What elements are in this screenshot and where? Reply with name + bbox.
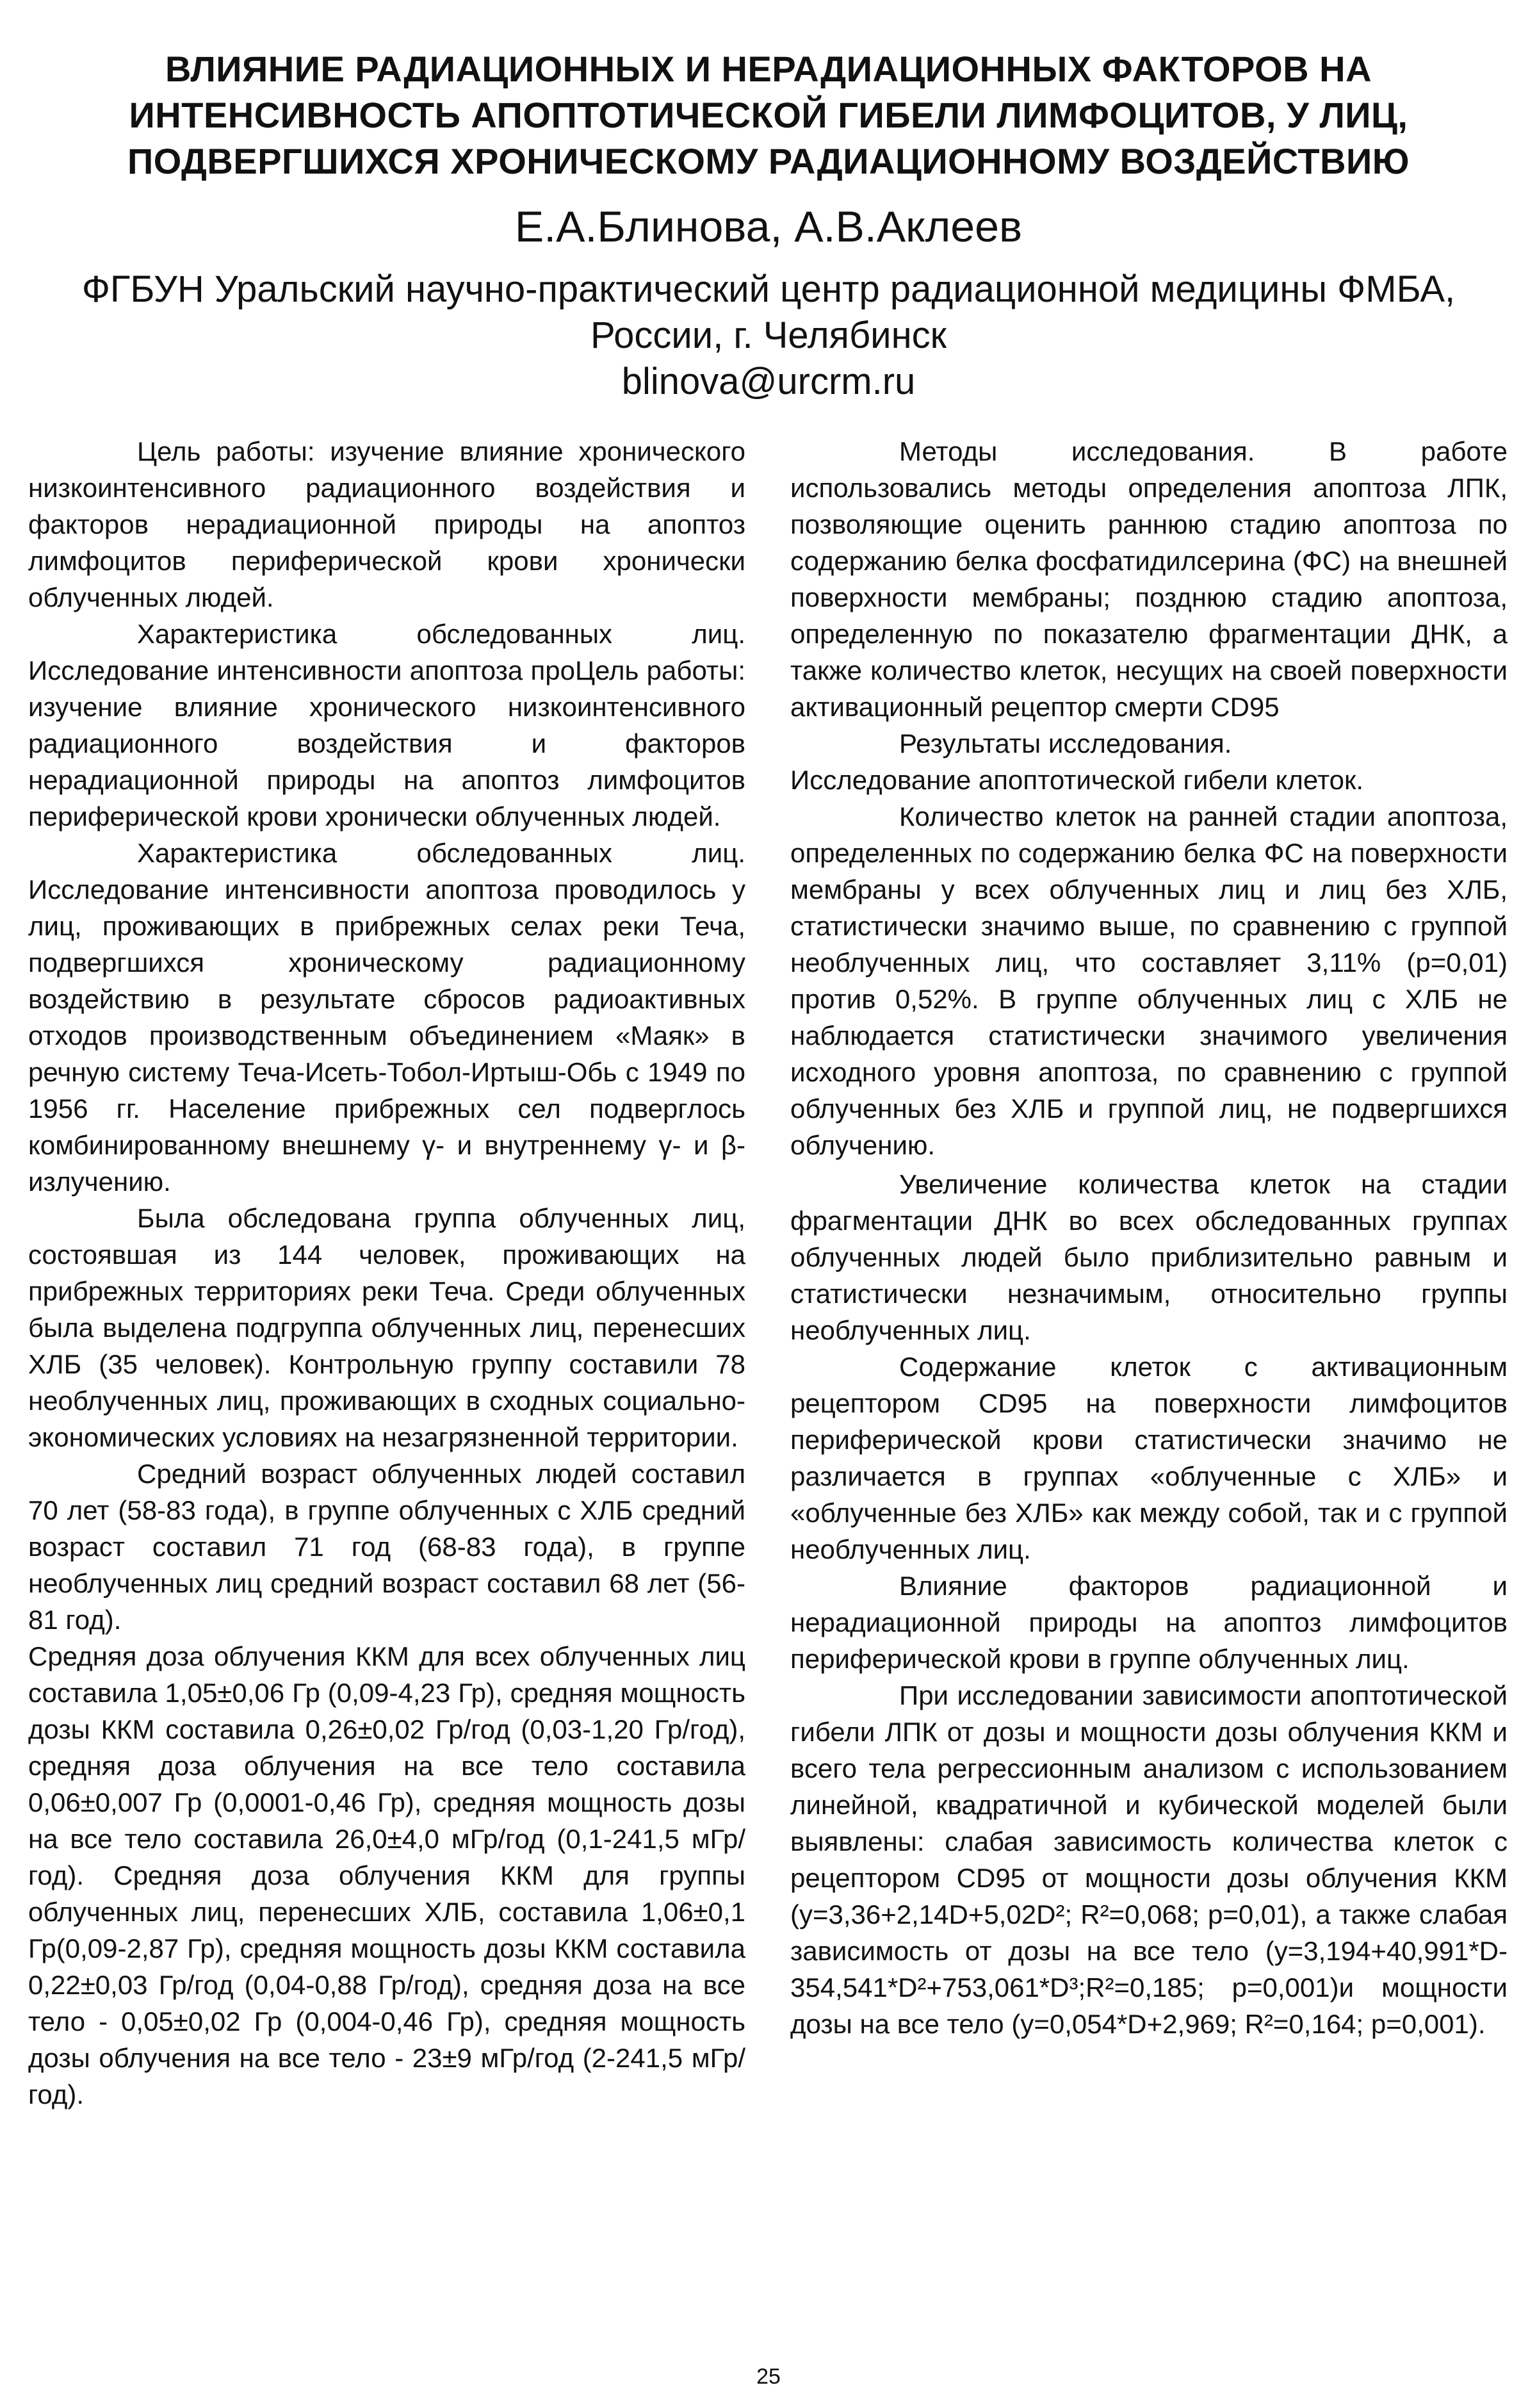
paragraph-dna-fragmentation: Увеличение количества клеток на стадии фрагментации ДНК во всех обследованных группах облученных людей было приблизительно равным и статистически незначимым, относительно группы необлученных лиц. bbox=[790, 1169, 1508, 1345]
affiliation bbox=[77, 266, 1460, 405]
affiliation-line-1: ФГБУН Уральский научно-практический центр радиационной медицины ФМБА, bbox=[81, 268, 1456, 310]
heading-results: Результаты исследования. bbox=[899, 728, 1232, 758]
paragraph-group: Была обследована группа облученных лиц, состоявшая из 144 человек, проживающих на прибрежных территориях реки Теча. Среди облученных была выделена подгруппа облученных лиц, перенесших ХЛБ (35 человек). Контрольную группу составили 78 необлученных лиц, проживающих в сходных социально-экономических условиях на незагрязненной территории. bbox=[28, 1203, 745, 1452]
paper-title bbox=[77, 46, 1460, 184]
email: blinova@urcrm.ru bbox=[621, 361, 916, 402]
paragraph-cd95: Содержание клеток с активационным рецептором CD95 на поверхности лимфоцитов периферической крови статистически значимо не различается в группах «облученные с ХЛБ» и «облученные без ХЛБ» как между собой, так и с группой необлученных лиц. bbox=[790, 1352, 1508, 1564]
authors: Е.А.Блинова, А.В.Аклеев bbox=[514, 202, 1023, 251]
paragraph-characteristics-dup: Характеристика обследованных лиц. Исследование интенсивности апоптоза проЦель работы: изучение влияние хронического низкоинтенсивного радиационного воздействия и факторов нерадиационной природы на апоптоз лимфоцитов периферической крови хронически облученных людей. bbox=[28, 619, 745, 831]
paragraph-age: Средний возраст облученных людей составил 70 лет (58-83 года), в группе облученных с ХЛБ средний возраст составил 71 год (68-83 года), в группе необлученных лиц средний возраст составил 68 лет (56-81 год). bbox=[28, 1459, 745, 1635]
paragraph-aim: Цель работы: изучение влияние хронического низкоинтенсивного радиационного воздействия и факторов нерадиационной природы на апоптоз лимфоцитов периферической крови хронически облученных людей. bbox=[28, 436, 745, 612]
heading-apoptosis-study: Исследование апоптотической гибели клеток. bbox=[790, 765, 1364, 795]
title-line-2: ИНТЕНСИВНОСТЬ АПОПТОТИЧЕСКОЙ ГИБЕЛИ ЛИМФОЦИТОВ, У ЛИЦ, bbox=[129, 95, 1408, 135]
heading-factors: Влияние факторов радиационной и нерадиационной природы на апоптоз лимфоцитов периферической крови в группе облученных лиц. bbox=[790, 1571, 1508, 1674]
title-line-3: ПОДВЕРГШИХСЯ ХРОНИЧЕСКОМУ РАДИАЦИОННОМУ ВОЗДЕЙСТВИЮ bbox=[127, 141, 1410, 181]
paragraph-methods: Методы исследования. В работе использовались методы определения апоптоза ЛПК, позволяющие оценить раннюю стадию апоптоза по содержанию белка фосфатидилсерина (ФС) на внешней поверхности мембраны; позднюю стадию апоптоза, определенную по показателю фрагментации ДНК, а также количество клеток, несущих на своей поверхности активационный рецептор смерти CD95 bbox=[790, 436, 1508, 722]
left-column bbox=[28, 433, 745, 2113]
paragraph-characteristics: Характеристика обследованных лиц. Исследование интенсивности апоптоза проводилось у лиц, проживающих в прибрежных селах реки Теча, подвергшихся хроническому радиационному воздействию в результате сбросов радиоактивных отходов производственным объединением «Маяк» в речную систему Теча-Исеть-Тобол-Иртыш-Обь с 1949 по 1956 гг. Население прибрежных сел подверглось комбинированному внешнему γ- и внутреннему γ- и β-излучению. bbox=[28, 838, 745, 1197]
title-line-1: ВЛИЯНИЕ РАДИАЦИОННЫХ И НЕРАДИАЦИОННЫХ ФАКТОРОВ НА bbox=[165, 49, 1372, 89]
paragraph-early-stage: Количество клеток на ранней стадии апоптоза, определенных по содержанию белка ФС на поверхности мембраны у всех облученных лиц и лиц без ХЛБ, статистически значимо выше, по сравнению с группой необлученных лиц, что составляет 3,11% (p=0,01) против 0,52%. В группе облученных лиц с ХЛБ не наблюдается статистически значимого увеличения исходного уровня апоптоза, по сравнению с группой облученных без ХЛБ и группой лиц, не подвергшихся облучению. bbox=[790, 801, 1508, 1160]
paragraph-dose: Средняя доза облучения ККМ для всех облученных лиц составила 1,05±0,06 Гр (0,09-4,23 Гр), средняя мощность дозы ККМ составила 0,26±0,02 Гр/год (0,03-1,20 Гр/год), средняя доза облучения на все тело составила 0,06±0,007 Гр (0,0001-0,46 Гр), средняя мощность дозы на все тело составила 26,0±4,0 мГр/год (0,1-241,5 мГр/год). Средняя доза облучения ККМ для группы облученных лиц, перенесших ХЛБ, составила 1,06±0,1 Гр(0,09-2,87 Гр), средняя мощность дозы ККМ составила 0,22±0,03 Гр/год (0,04-0,88 Гр/год), средняя доза на все тело - 0,05±0,02 Гр (0,004-0,46 Гр), средняя мощность дозы облучения на все тело - 23±9 мГр/год (2-241,5 мГр/год). bbox=[28, 1641, 745, 2109]
paragraph-regression: При исследовании зависимости апоптотической гибели ЛПК от дозы и мощности дозы облучения ККМ и всего тела регрессионным анализом с использованием линейной, квадратичной и кубической моделей были выявлены: слабая зависимость количества клеток с рецептором CD95 от мощности дозы облучения ККМ (y=3,36+2,14D+5,02D²; R²=0,068; p=0,01), а также слабая зависимость от дозы на все тело (y=3,194+40,991*D-354,541*D²+753,061*D³;R²=0,185; p=0,001)и мощности дозы на все тело (y=0,054*D+2,969; R²=0,164; p=0,001). bbox=[790, 1680, 1508, 2039]
right-column bbox=[790, 433, 1508, 2042]
affiliation-line-2: России, г. Челябинск bbox=[590, 315, 947, 356]
page-number: 25 bbox=[756, 2364, 781, 2389]
